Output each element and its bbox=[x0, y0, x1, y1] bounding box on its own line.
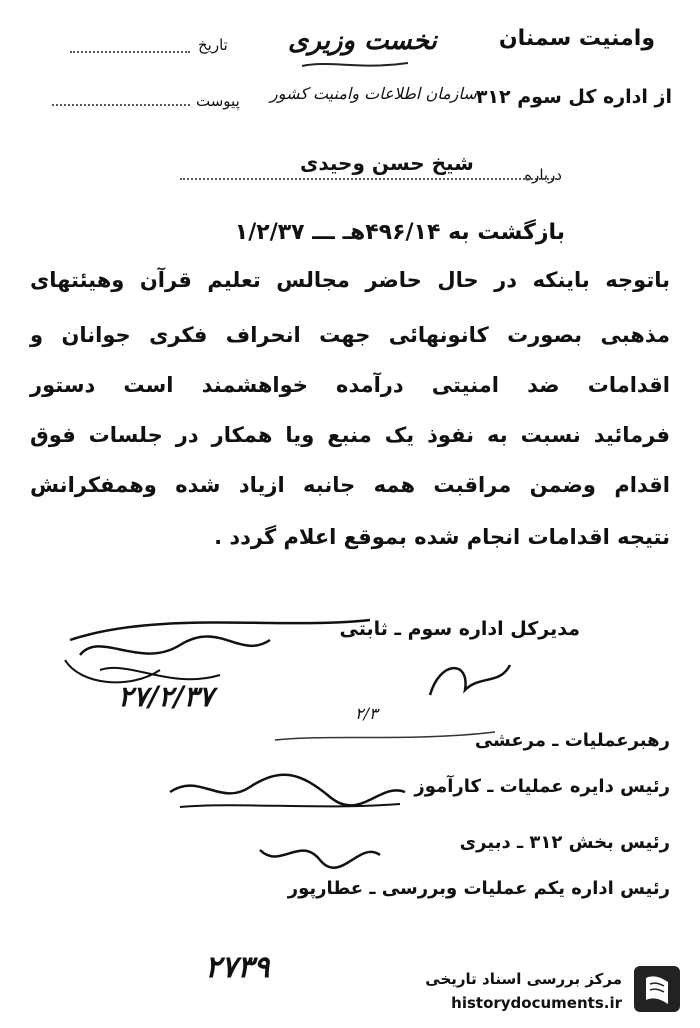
subject-value: شیخ حسن وحیدی bbox=[300, 151, 474, 175]
attachment-label: پیوست bbox=[196, 92, 240, 110]
body-line-2: مذهبی بصورت کانونهائی جهت انحراف فکری جوانان و bbox=[30, 323, 670, 347]
organization-title: وامنیت سمنان bbox=[498, 26, 655, 51]
director-signature-line: مدیرکل اداره سوم ـ ثابتی bbox=[339, 618, 580, 640]
director-signature-scribble bbox=[40, 600, 400, 710]
body-line-6: نتیجه اقدامات انجام شده بموقع اعلام گردد . bbox=[214, 525, 670, 549]
body-line-5: اقدام وضمن مراقبت همه جانبه ازیاد شده وهمفکرانش bbox=[30, 473, 670, 497]
body-line-3: اقدامات ضد امنیتی درآمده خواهشمند است دستور bbox=[30, 373, 670, 397]
classification-underline-scribble bbox=[300, 58, 410, 72]
signature-line-1: رهبرعملیات ـ مرعشی bbox=[474, 730, 670, 751]
signature-line-4: رئیس اداره یکم عملیات وبررسی ـ عطارپور bbox=[287, 878, 670, 899]
handwritten-small-number: ۲/۳ bbox=[355, 704, 378, 723]
handwritten-archive-number: ۲۷۳۹ bbox=[205, 950, 270, 985]
subject-label: درباره bbox=[524, 166, 562, 184]
date-field-dots bbox=[70, 51, 190, 53]
archive-website: historydocuments.ir bbox=[451, 994, 622, 1012]
date-label: تاریخ bbox=[198, 36, 228, 54]
signature-2-scribble bbox=[160, 762, 410, 817]
handwritten-date: ۲۷/۲/۳۷ bbox=[118, 680, 214, 713]
subject-field-dots bbox=[180, 178, 560, 180]
attachment-field-dots bbox=[52, 104, 190, 106]
handwritten-classification: نخست وزیری bbox=[288, 26, 437, 56]
body-line-4: فرمائید نسبت به نفوذ یک منبع ویا همکار در جلسات فوق bbox=[30, 423, 670, 447]
from-department-typed: از اداره کل سوم ۳۱۲ bbox=[475, 86, 672, 108]
signature-3-scribble bbox=[250, 830, 390, 875]
book-page-logo-icon bbox=[632, 964, 682, 1014]
signature-line-3: رئیس بخش ۳۱۲ ـ دبیری bbox=[459, 832, 670, 853]
reference-line: بازگشت به ۴۹۶/۱۴هـ ـــ ۱/۲/۳۷ bbox=[234, 220, 565, 245]
archive-center-name: مرکز بررسی اسناد تاریخی bbox=[425, 970, 622, 988]
signature-1-scribble bbox=[270, 712, 500, 752]
body-line-1: باتوجه باینکه در حال حاضر مجالس تعلیم قرآن وهیئتهای bbox=[30, 268, 670, 292]
from-department-handwritten: سازمان اطلاعات وامنیت کشور bbox=[270, 84, 477, 103]
director-initial-scribble bbox=[420, 655, 520, 715]
signature-line-2: رئیس دایره عملیات ـ کارآموز bbox=[414, 776, 670, 797]
